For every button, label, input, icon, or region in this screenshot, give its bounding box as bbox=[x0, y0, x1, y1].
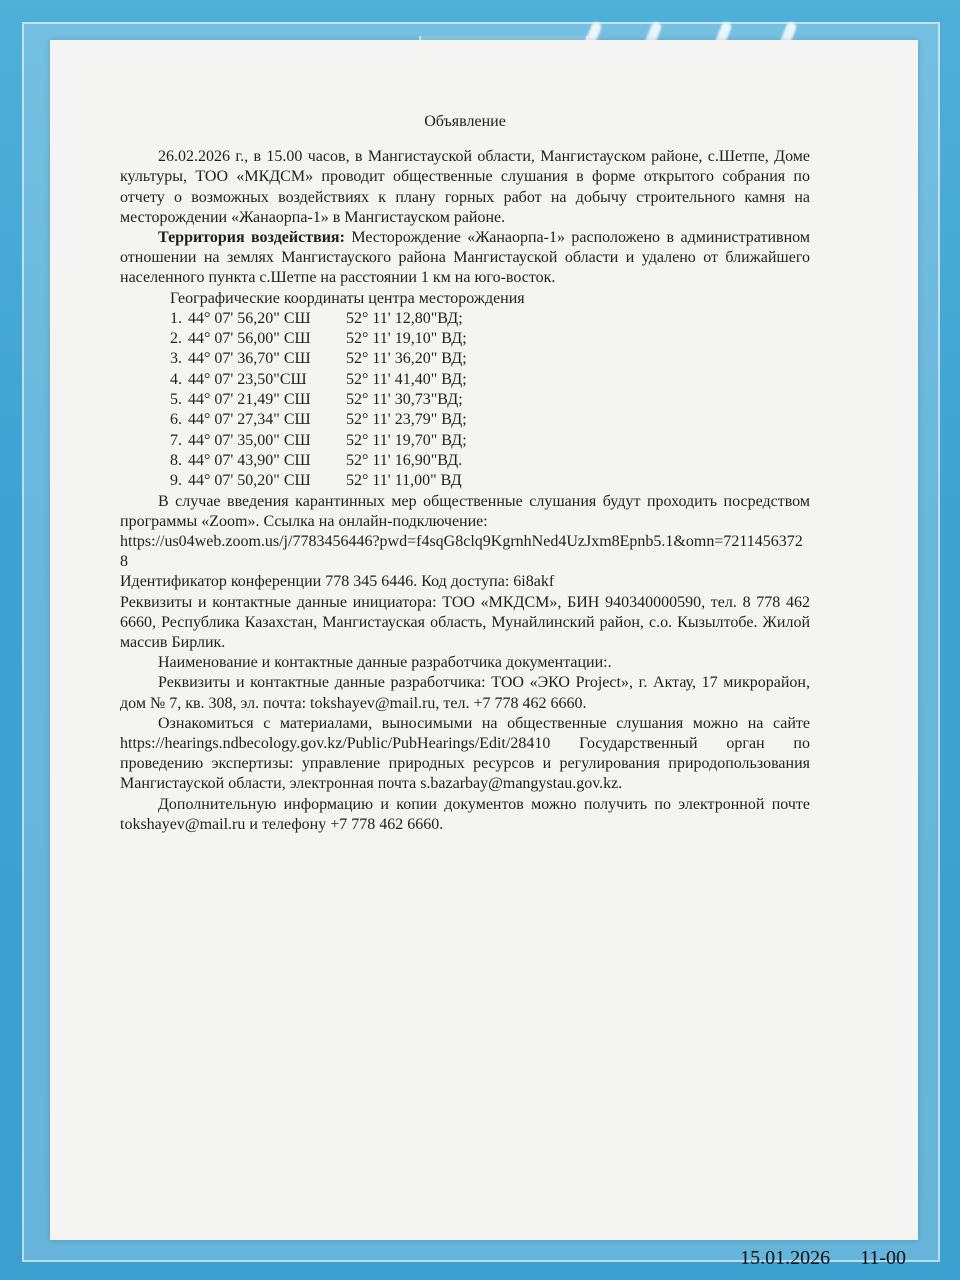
coord-number: 7. bbox=[170, 431, 182, 449]
intro-paragraph: 26.02.2026 г., в 15.00 часов, в Мангистауской области, Мангистауском районе, с.Шетпе, Доме культуры, ТОО «МКДСМ» проводит общественные слушания в форме открытого собрания по отчету о возможных воздействиях к плану горных работ на добычу строительного камня на месторождении «Жанаорпа-1» в Мангистауском районе. bbox=[120, 148, 810, 226]
notice-content bbox=[120, 112, 810, 835]
coord-row bbox=[170, 370, 810, 390]
coord-number: 2. bbox=[170, 330, 182, 348]
coord-number: 4. bbox=[170, 370, 182, 388]
coord-row bbox=[170, 410, 810, 430]
coord-lat: 44° 07' 50,20" СШ bbox=[188, 472, 311, 490]
coord-row bbox=[170, 431, 810, 451]
coord-lon: 52° 11' 36,20" ВД; bbox=[346, 350, 467, 368]
territory-text: Месторождение «Жанаорпа-1» расположено в административном отношении на землях Мангистауского района Мангистауской области и удалено от ближайшего населенного пункта с.Шетпе на расстоянии 1 км на юго-восток. bbox=[120, 229, 810, 287]
territory-paragraph bbox=[120, 228, 810, 289]
coord-row bbox=[170, 309, 810, 329]
additional-info: Дополнительную информацию и копии документов можно получить по электронной почте tokshayev@mail.ru и телефону +7 778 462 6660. bbox=[120, 795, 810, 833]
stamp-time: 11-00 bbox=[860, 1247, 906, 1269]
coord-lat: 44° 07' 43,90" СШ bbox=[188, 451, 311, 469]
coord-lat: 44° 07' 56,20" СШ bbox=[188, 309, 311, 327]
coord-lon: 52° 11' 16,90"ВД. bbox=[346, 451, 463, 469]
coord-lat: 44° 07' 21,49" СШ bbox=[188, 391, 311, 409]
territory-label: Территория воздействия: bbox=[158, 229, 345, 247]
coord-number: 5. bbox=[170, 391, 182, 409]
photo-timestamp bbox=[740, 1247, 906, 1270]
zoom-link[interactable]: https://us04web.zoom.us/j/7783456446?pwd=f4sqG8clq9KgrnhNed4UzJxm8Epnb5.1&omn=72114563728 bbox=[120, 532, 803, 571]
notice-title: Объявление bbox=[424, 113, 506, 130]
coords-list bbox=[120, 309, 810, 492]
coord-number: 9. bbox=[170, 472, 182, 490]
coord-lat: 44° 07' 56,00" СШ bbox=[188, 330, 311, 348]
coord-lon: 52° 11' 30,73"ВД; bbox=[346, 391, 463, 409]
coord-row bbox=[170, 390, 810, 410]
coord-row bbox=[170, 329, 810, 349]
coord-lon: 52° 11' 19,70" ВД; bbox=[346, 431, 467, 449]
conference-id: Идентификатор конференции 778 345 6446. Код доступа: 6i8akf bbox=[120, 573, 555, 591]
initiator-details: Реквизиты и контактные данные инициатора: ТОО «МКДСМ», БИН 940340000590, тел. 8 778 462 6660, Республика Казахстан, Мангистауская область, Мунайлинский район, с.о. Кызылтобе. Жилой массив Бирлик. bbox=[120, 593, 810, 651]
coord-lat: 44° 07' 35,00" СШ bbox=[188, 431, 311, 449]
stamp-date: 15.01.2026 bbox=[740, 1247, 831, 1269]
developer-details: Реквизиты и контактные данные разработчика: ТОО «ЭКО Project», г. Актау, 17 микрорайон, дом № 7, кв. 308, эл. почта: tokshayev@mail.ru, тел. +7 778 462 6660. bbox=[120, 674, 810, 712]
coord-number: 3. bbox=[170, 350, 182, 368]
coord-row bbox=[170, 349, 810, 369]
coord-lon: 52° 11' 41,40" ВД; bbox=[346, 370, 467, 388]
coord-lon: 52° 11' 11,00" ВД bbox=[346, 472, 462, 490]
quarantine-paragraph: В случае введения карантинных мер общественные слушания будут проходить посредством программы «Zoom». Ссылка на онлайн-подключение: bbox=[120, 492, 810, 530]
coord-lon: 52° 11' 23,79" ВД; bbox=[346, 411, 467, 429]
materials-paragraph: Ознакомиться с материалами, выносимыми на общественные слушания можно на сайте https://hearings.ndbecology.gov.kz/Public/PubHearings/Edit/28410 Государственный орган по проведению экспертизы: управление природных ресурсов и регулирования природопользования Мангистауской области, электронная почта s.bazarbay@mangystau.gov.kz. bbox=[120, 714, 810, 793]
coord-lat: 44° 07' 36,70" СШ bbox=[188, 350, 311, 368]
coord-number: 1. bbox=[170, 309, 182, 327]
developer-heading: Наименование и контактные данные разработчика документации:. bbox=[158, 654, 612, 672]
coord-row bbox=[170, 471, 810, 491]
coords-heading: Географические координаты центра месторождения bbox=[170, 289, 525, 307]
coord-row bbox=[170, 451, 810, 471]
coord-number: 8. bbox=[170, 451, 182, 469]
coord-lon: 52° 11' 19,10" ВД; bbox=[346, 330, 467, 348]
coord-lat: 44° 07' 23,50"СШ bbox=[188, 370, 307, 388]
coord-lon: 52° 11' 12,80"ВД; bbox=[346, 309, 463, 327]
coord-number: 6. bbox=[170, 411, 182, 429]
coord-lat: 44° 07' 27,34" СШ bbox=[188, 411, 311, 429]
